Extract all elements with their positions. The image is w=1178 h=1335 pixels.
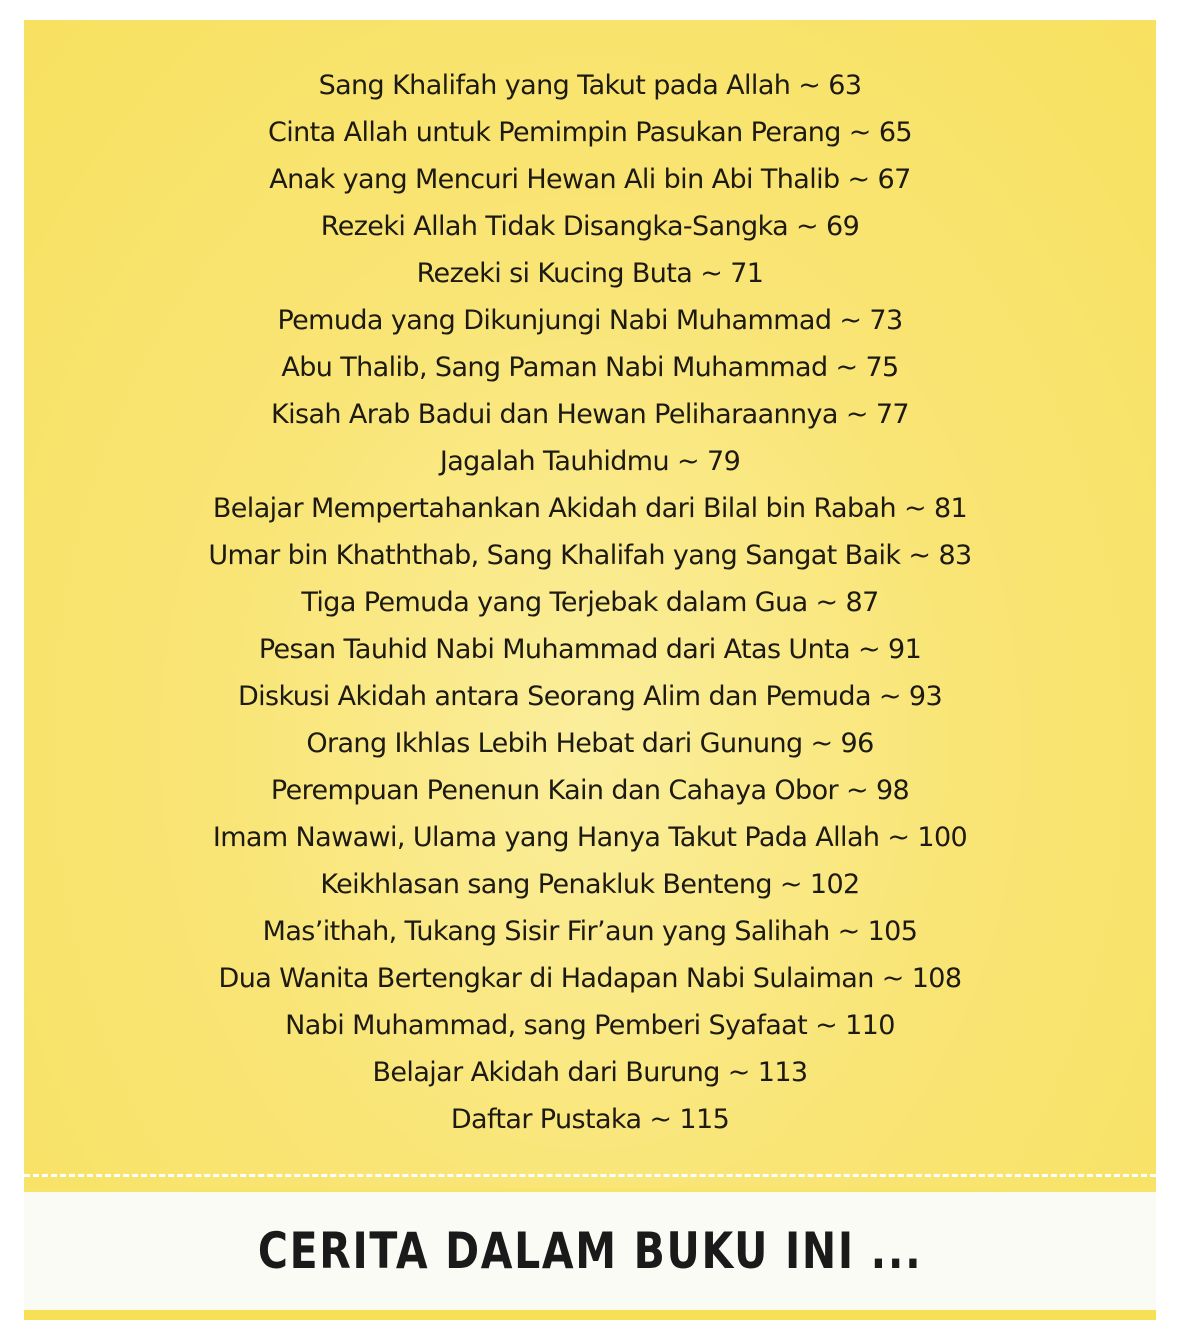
toc-item: Anak yang Mencuri Hewan Ali bin Abi Thalib ~ 67 [269,164,911,195]
toc-item: Belajar Akidah dari Burung ~ 113 [372,1057,808,1088]
toc-item: Nabi Muhammad, sang Pemberi Syafaat ~ 110 [285,1010,895,1041]
toc-item: Rezeki si Kucing Buta ~ 71 [416,258,764,289]
title-band [24,1192,1156,1310]
toc-item: Tiga Pemuda yang Terjebak dalam Gua ~ 87 [301,587,879,618]
toc-item: Imam Nawawi, Ulama yang Hanya Takut Pada Allah ~ 100 [212,822,968,853]
toc-item: Sang Khalifah yang Takut pada Allah ~ 63 [318,70,862,101]
toc-item: Pemuda yang Dikunjungi Nabi Muhammad ~ 73 [277,305,903,336]
toc-item: Keikhlasan sang Penakluk Benteng ~ 102 [320,869,860,900]
toc-item: Belajar Mempertahankan Akidah dari Bilal bin Rabah ~ 81 [212,493,968,524]
toc-item: Daftar Pustaka ~ 115 [450,1104,730,1135]
toc-item: Abu Thalib, Sang Paman Nabi Muhammad ~ 75 [281,352,899,383]
toc-item: Mas’ithah, Tukang Sisir Fir’aun yang Salihah ~ 105 [262,916,918,947]
toc-item: Orang Ikhlas Lebih Hebat dari Gunung ~ 96 [306,728,874,759]
toc-panel [24,20,1156,1188]
bottom-strip [24,1310,1156,1320]
toc-item: Kisah Arab Badui dan Hewan Peliharaannya ~ 77 [270,399,910,430]
book-page [24,20,1156,1320]
toc-item: Cinta Allah untuk Pemimpin Pasukan Perang ~ 65 [268,117,912,148]
toc-item: Dua Wanita Bertengkar di Hadapan Nabi Sulaiman ~ 108 [218,963,962,994]
toc-item: Rezeki Allah Tidak Disangka-Sangka ~ 69 [320,211,860,242]
toc-item: Jagalah Tauhidmu ~ 79 [439,446,741,477]
toc-item: Pesan Tauhid Nabi Muhammad dari Atas Unta ~ 91 [258,634,922,665]
section-title: CERITA DALAM BUKU INI ... [257,1222,923,1280]
toc-list [24,62,1156,1143]
toc-item: Perempuan Penenun Kain dan Cahaya Obor ~ 98 [270,775,910,806]
dashed-divider [24,1174,1156,1177]
toc-item: Umar bin Khaththab, Sang Khalifah yang Sangat Baik ~ 83 [208,540,972,571]
toc-item: Diskusi Akidah antara Seorang Alim dan Pemuda ~ 93 [237,681,943,712]
